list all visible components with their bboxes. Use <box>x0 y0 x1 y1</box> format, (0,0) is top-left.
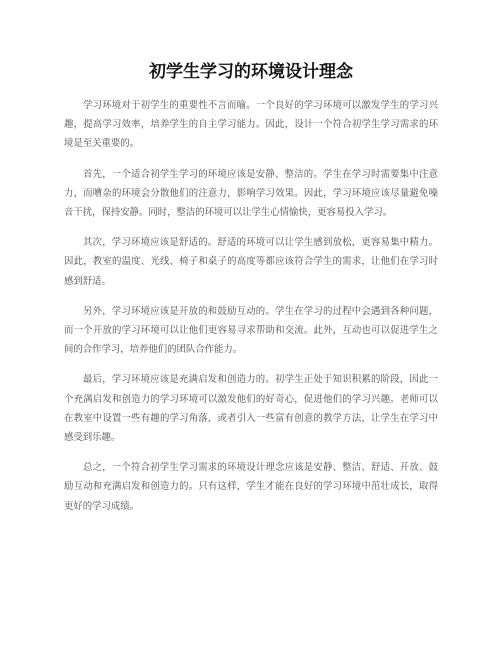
paragraph-open-interactive: 另外，学习环境应该是开放的和鼓励互动的。学生在学习的过程中会遇到各种问题，而一个开放的学习环境可以让他们更容易寻求帮助和交流。此外，互动也可以促进学生之间的合作学习，培养他们的团队合作能力。 <box>64 305 438 356</box>
paragraph-intro: 学习环境对于初学生的重要性不言而喻。一个良好的学习环境可以激发学生的学习兴趣，提高学习效率，培养学生的自主学习能力。因此，设计一个符合初学生学习需求的环境是至关重要的。 <box>64 100 438 150</box>
paragraph-comfortable: 其次，学习环境应该是舒适的。舒适的环境可以让学生感到放松，更容易集中精力。因此，教室的温度、光线、椅子和桌子的高度等都应该符合学生的需求，让他们在学习时感到舒适。 <box>64 237 438 287</box>
paragraph-inspiring-creative: 最后，学习环境应该是充满启发和创造力的。初学生正处于知识积累的阶段，因此一个充满启发和创造力的学习环境可以激发他们的好奇心，促进他们的学习兴趣。老师可以在教室中设置一些有趣的学习角落，或者引入一些富有创意的教学方法，让学生在学习中感受到乐趣。 <box>64 374 438 444</box>
paragraph-conclusion: 总之，一个符合初学生学习需求的环境设计理念应该是安静、整洁、舒适、开放、鼓励互动和充满启发和创造力的。只有这样，学生才能在良好的学习环境中茁壮成长，取得更好的学习成绩。 <box>64 462 438 512</box>
document-body <box>64 96 438 527</box>
paragraph-quiet-tidy: 首先，一个适合初学生学习的环境应该是安静、整洁的。学生在学习时需要集中注意力，而嘈杂的环境会分散他们的注意力，影响学习效果。因此，学习环境应该尽量避免噪音干扰，保持安静。同时，整洁的环境可以让学生心情愉快，更容易投入学习。 <box>64 168 438 219</box>
document-title: 初学生学习的环境设计理念 <box>149 62 353 82</box>
